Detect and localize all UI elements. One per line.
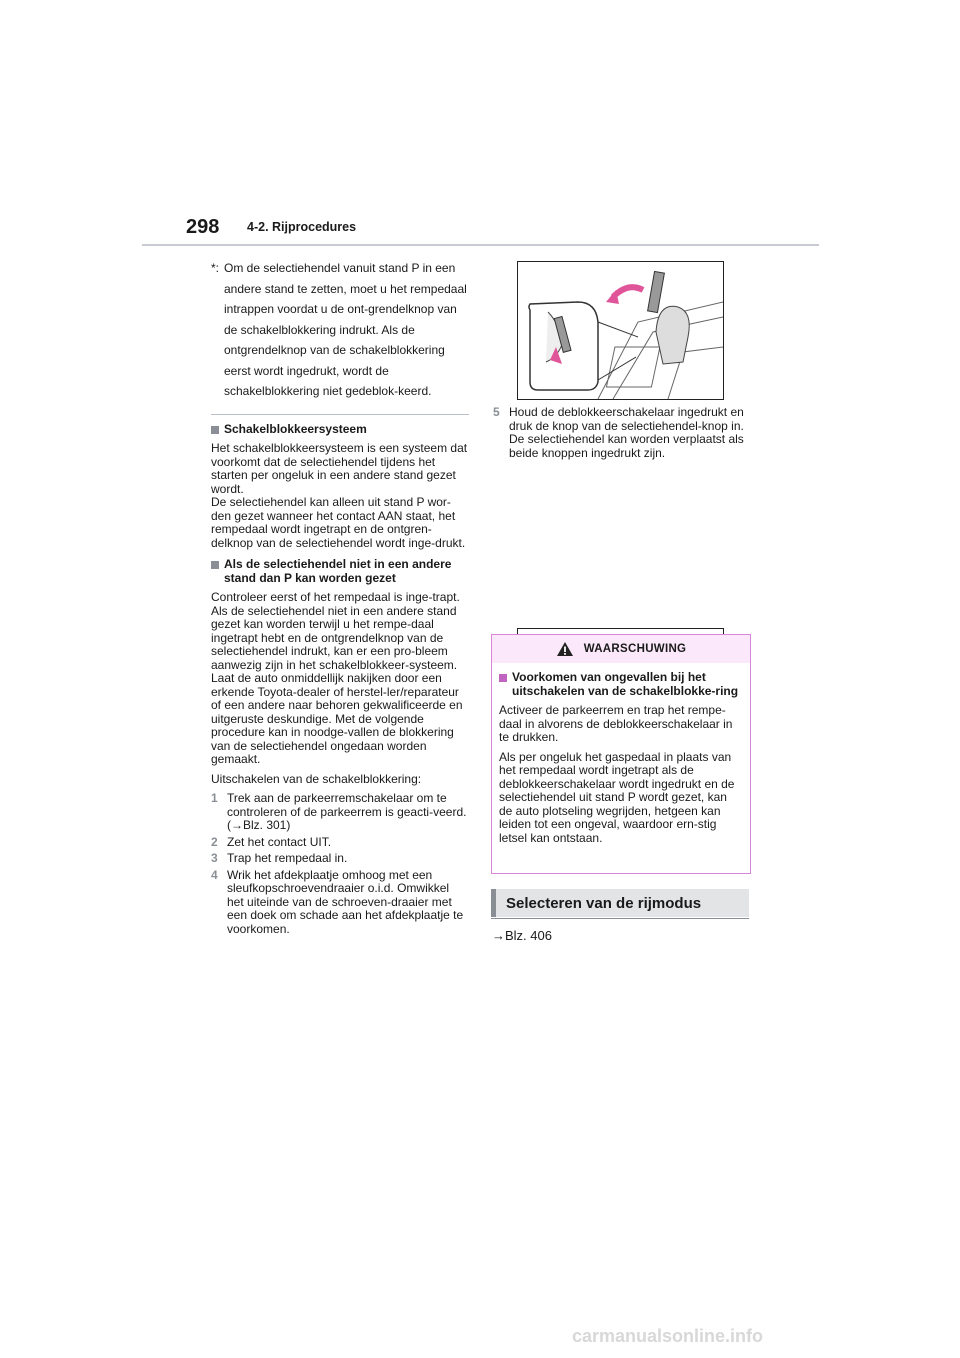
paragraph: De selectiehendel kan alleen uit stand P wor-den gezet wanneer het contact AAN staat, het rempedaal wordt ingetrapt en de ontgren-delknop van de selectiehendel wordt inge-drukt.	[211, 495, 466, 550]
subheading-shift-lock: Schakelblokkeersysteem	[211, 423, 469, 437]
section-divider	[211, 414, 469, 415]
step-item: 2 Zet het contact UIT.	[211, 834, 332, 849]
footnote-mark: *:	[211, 261, 220, 275]
page-number: 298	[186, 216, 220, 238]
warning-title: WAARSCHUWING	[583, 643, 687, 655]
step-item: 3 Trap het rempedaal in.	[211, 851, 348, 865]
paragraph: Uitschakelen van de schakelblokkering:	[211, 771, 422, 786]
paragraph: Het schakelblokkeersysteem is een systeem dat voorkomt dat de selectiehendel tijdens het starten per ongeluk in een andere stand gezet wordt.	[211, 441, 468, 496]
paragraph: Controleer eerst of het rempedaal is inge-trapt.	[211, 590, 460, 604]
warning-triangle-icon	[556, 641, 574, 657]
footnote	[211, 258, 469, 402]
subheading-cannot-shift: Als de selectiehendel niet in een andere stand dan P kan worden gezet	[211, 558, 469, 585]
square-bullet-icon	[211, 426, 219, 434]
footnote-text: Om de selectiehendel vanuit stand P in een andere stand te zetten, moet u het rempedaal intrappen voordat u de ont-grendelknop van de schakelblokkering indrukt. Als de ontgrendelknop van de schakelblokkering eerst wordt ingedrukt, wordt de schakelblokkering niet gedeblok-keerd.	[224, 261, 467, 398]
watermark: carmanualsonline.info	[572, 1326, 764, 1346]
section-heading-drive-mode: Selecteren van de rijmodus	[491, 889, 749, 917]
page-reference-link[interactable]: →Blz. 406	[492, 928, 552, 943]
step-item: 1 Trek aan de parkeerremschakelaar om te controleren of de parkeerrem is geacti-veerd. (→Blz. 301)	[211, 791, 467, 832]
warning-header	[492, 635, 750, 663]
section-title: 4-2. Rijprocedures	[247, 220, 357, 234]
header-divider	[142, 244, 819, 246]
warning-body	[492, 663, 750, 845]
square-bullet-icon	[499, 674, 507, 682]
warning-paragraph: Als per ongeluk het gaspedaal in plaats van het rempedaal wordt ingetrapt als de deblokkeerschakelaar wordt ingedrukt en de selectiehendel uit stand P wordt gezet, kan de auto plotseling wegrijden, hetgeen kan leiden tot een ongeval, waardoor ern-stig letsel kan ontstaan.	[499, 749, 735, 845]
square-bullet-icon	[211, 561, 219, 569]
warning-box	[491, 634, 751, 874]
left-column	[211, 258, 469, 939]
figure-cover-plate-removal	[517, 261, 724, 400]
warning-heading: Voorkomen van ongevallen bij het uitschakelen van de schakelblokke-ring	[499, 671, 743, 698]
step-item: 4 Wrik het afdekplaatje omhoog met een sleufkopschroevendraaier o.i.d. Omwikkel het uiteinde van de schroeven-draaier met een doek om schade aan het afdekplaatje te voorkomen.	[211, 867, 464, 936]
step-5: 5 Houd de deblokkeerschakelaar ingedrukt en druk de knop van de selectiehendel-knop in. De selectiehendel kan worden verplaatst als beide knoppen ingedrukt zijn.	[493, 405, 744, 460]
warning-paragraph: Activeer de parkeerrem en trap het rempe-daal in alvorens de deblokkeerschakelaar in te drukken.	[499, 703, 733, 744]
heading-underline	[491, 918, 749, 919]
heading-accent-bar	[491, 889, 496, 917]
paragraph: Als de selectiehendel niet in een andere stand gezet kan worden terwijl u het rempe-daal ingetrapt hebt en de ontgrendelknop van de selectiehendel indrukt, kan er een pro-bleem aanwezig zijn in het schakelblokkeer-systeem. Laat de auto onmiddellijk nakijken door een erkende Toyota-dealer of herstel-ler/reparateur of een andere naar behoren gekwalificeerde en uitgeruste deskundige. Met de volgende procedure kan in noodge-vallen de blokkering van de selectiehendel ongedaan worden gemaakt.	[211, 603, 463, 766]
shifter-illustration-1	[518, 262, 723, 399]
